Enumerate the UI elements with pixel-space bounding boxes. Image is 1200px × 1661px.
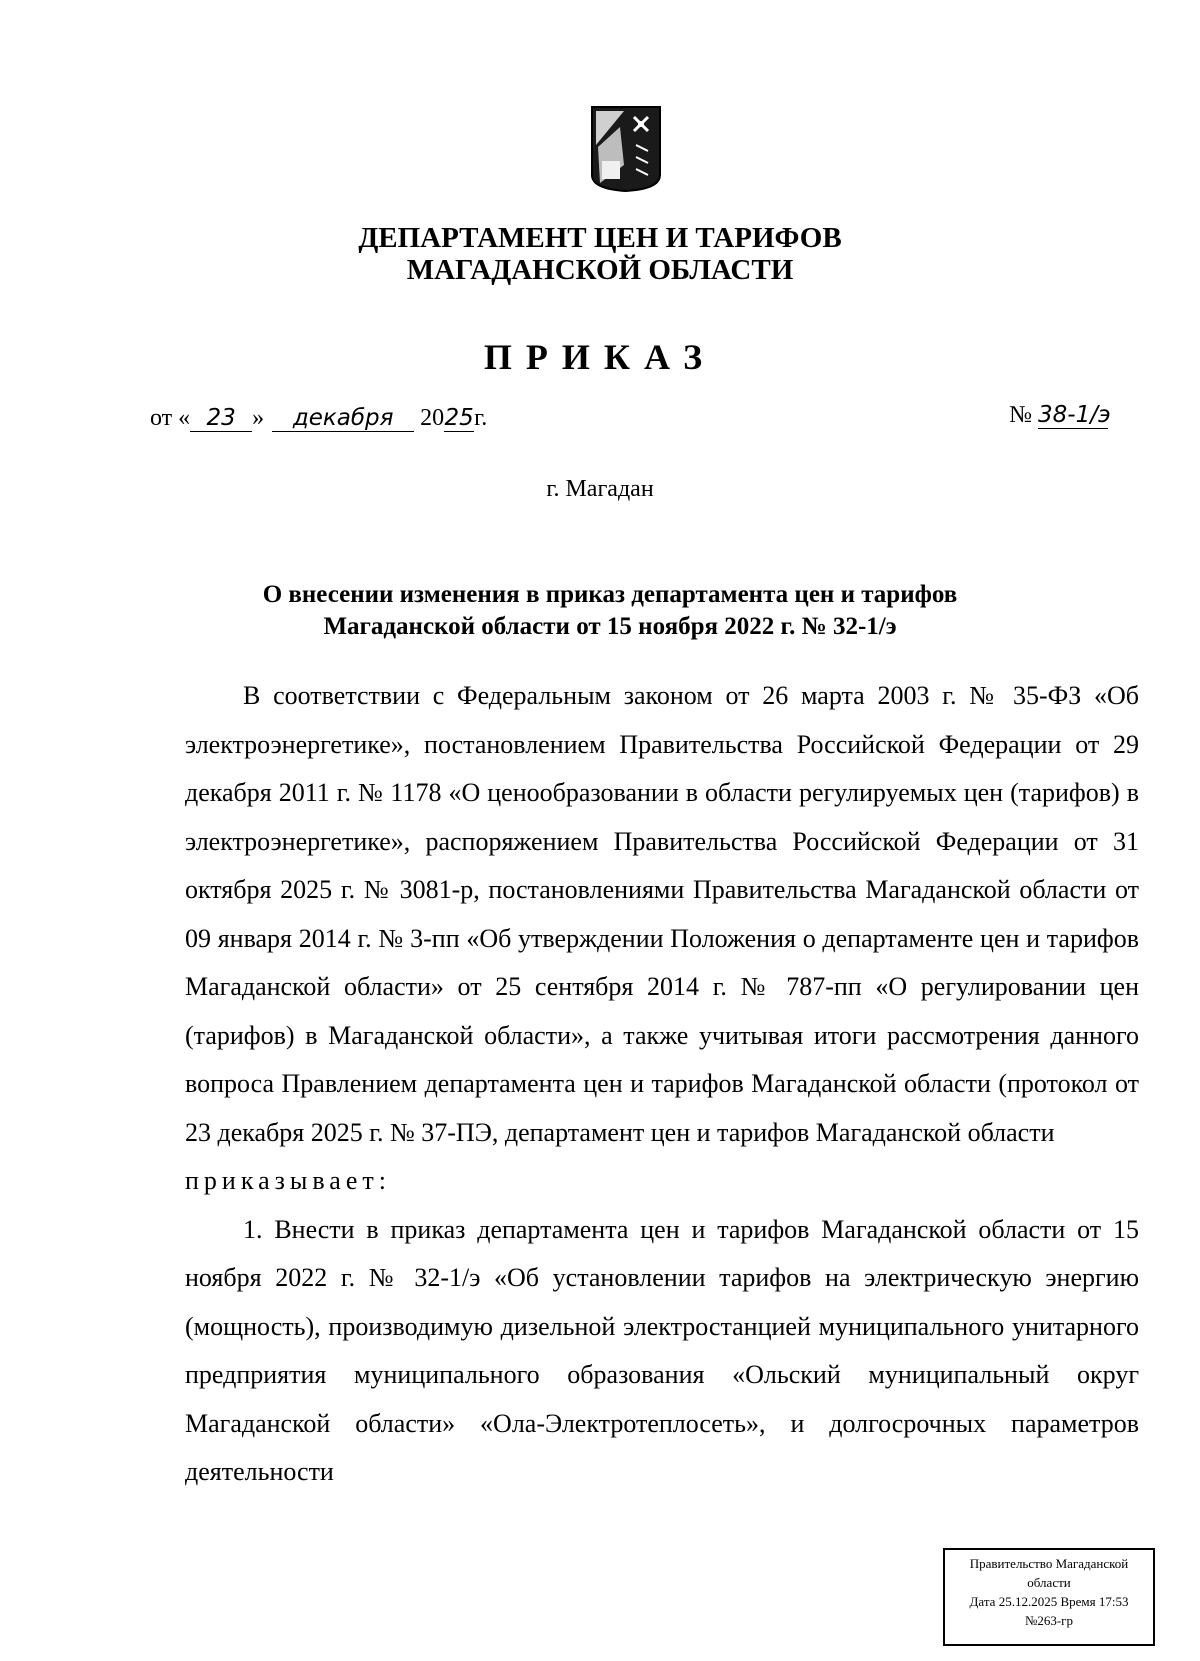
date-prefix: от « (150, 405, 191, 431)
subject-line1: О внесении изменения в приказ департамента цен и тарифов (262, 581, 958, 608)
document-type-title: ПРИКАЗ (483, 337, 717, 377)
document-date (150, 405, 487, 432)
body-paragraph-item1: 1. Внести в приказ департамента цен и тарифов Магаданской области от 15 ноября 2022 г. № 32-1/э «Об установлении тарифов на электрическую энергию (мощность), производимую дизельной электростанцией муниципального унитарного предприятия муниципального образования «Ольский муниципальный округ Магаданской области» «Ола-Электротеплосеть», и долгосрочных параметров деятельности (185, 1214, 1139, 1486)
date-mid: » (252, 405, 265, 431)
organization-name (300, 222, 900, 286)
date-year-end: г. (474, 405, 488, 431)
body-orders-word: приказывает: (185, 1166, 391, 1195)
subject-line2: Магаданской области от 15 ноября 2022 г. № 32-1/э (323, 613, 897, 640)
date-day-handwritten: 23 (190, 405, 252, 432)
document-subject (180, 579, 1040, 643)
organization-name-line1: ДЕПАРТАМЕНТ ЦЕН И ТАРИФОВ (358, 222, 842, 254)
registration-stamp (943, 1548, 1155, 1646)
stamp-line4: №263-гр (1024, 1613, 1074, 1628)
date-year-prefix: 20 (420, 405, 445, 431)
date-month-handwritten: декабря (272, 405, 414, 432)
document-body (185, 672, 1139, 1497)
stamp-line2: области (1027, 1575, 1071, 1590)
number-value-handwritten: 38-1/э (1038, 402, 1111, 428)
stamp-line3: Дата 25.12.2025 Время 17:53 (969, 1594, 1129, 1609)
body-paragraph-preamble: В соответствии с Федеральным законом от 26 марта 2003 г. № 35-ФЗ «Об электроэнергетике», постановлением Правительства Российской Федерации от 29 декабря 2011 г. № 1178 «О ценообразовании в области регулируемых цен (тарифов) в электроэнергетике», распоряжением Правительства Российской Федерации от 31 октября 2025 г. № 3081-р, постановлениями Правительства Магаданской области от 09 января 2014 г. № 3-пп «Об утверждении Положения о департаменте цен и тарифов Магаданской области» от 25 сентября 2014 г. № 787-пп «О регулировании цен (тарифов) в Магаданской области», а также учитывая итоги рассмотрения данного вопроса Правлением департамента цен и тарифов Магаданской области (протокол от 23 декабря 2025 г. № 37-ПЭ, департамент цен и тарифов Магаданской области (185, 681, 1139, 1147)
number-label: № (1009, 402, 1032, 428)
coat-of-arms-emblem (590, 105, 662, 193)
city-name: г. Магадан (546, 476, 654, 502)
organization-name-line2: МАГАДАНСКОЙ ОБЛАСТИ (406, 254, 794, 286)
stamp-line1: Правительство Магаданской (969, 1556, 1129, 1571)
date-year-handwritten: 25 (444, 405, 474, 431)
document-number (1009, 402, 1111, 429)
